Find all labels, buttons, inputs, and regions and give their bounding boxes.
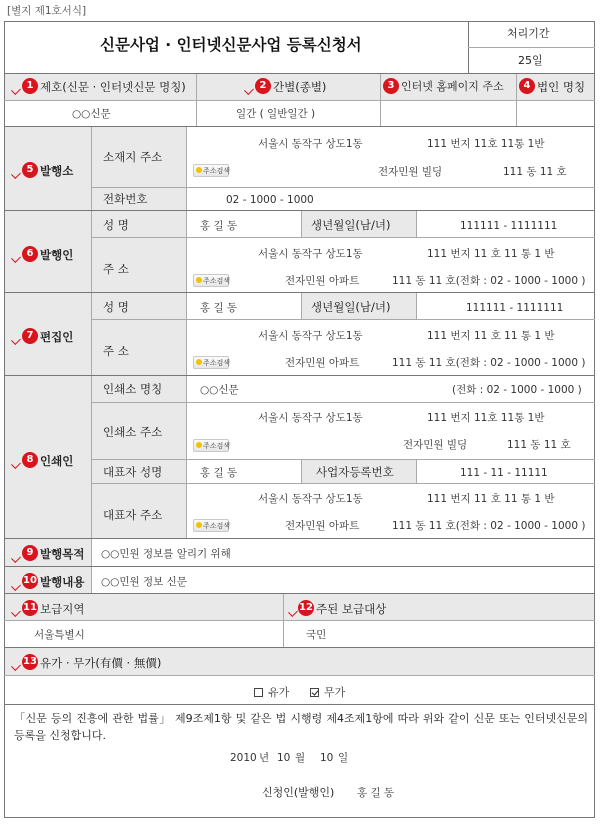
printer-section-label: 인쇄인 <box>40 454 74 468</box>
editor-address-line2-numbers: 111 동 11 호(전화 : 02 - 1000 - 1000 ) <box>392 357 586 369</box>
print-shop-address-line2: 전자민원 빌딩 <box>403 439 468 451</box>
publisher-birth-label: 생년월일(남/녀) <box>311 218 391 232</box>
print-shop-address-line1: 서울시 동작구 상도1동 <box>258 412 363 424</box>
processing-period-value: 25일 <box>518 54 543 67</box>
representative-address-line2: 전자민원 아파트 <box>285 520 360 532</box>
publisher-birth-value: 111111 - 1111111 <box>460 220 558 232</box>
item-1-marker: 1 <box>22 78 38 94</box>
print-shop-address-label: 인쇄소 주소 <box>103 425 163 439</box>
item-7-marker: 7 <box>22 328 38 344</box>
purpose-label: 발행목적 <box>40 547 85 561</box>
item-3-marker: 3 <box>383 78 399 94</box>
date-day: 10 <box>320 752 334 764</box>
publisher-address-search-button[interactable]: 주소검색 <box>193 274 229 287</box>
office-phone-value: 02 - 1000 - 1000 <box>226 194 314 206</box>
date-month-unit: 월 <box>295 752 306 764</box>
office-address-line2: 전자민원 빌딩 <box>378 166 443 178</box>
business-reg-no-value: 111 - 11 - 11111 <box>460 467 548 479</box>
editor-address-line2: 전자민원 아파트 <box>285 357 360 369</box>
office-address-line1: 서울시 동작구 상도1동 <box>258 138 363 150</box>
item-9-marker: 9 <box>22 545 38 561</box>
editor-name-value: 홍 길 동 <box>200 302 238 314</box>
editor-section-label: 편집인 <box>40 330 74 344</box>
form-title: 신문사업 · 인터넷신문사업 등록신청서 <box>100 36 362 54</box>
item-4-marker: 4 <box>519 78 535 94</box>
editor-address-search-button[interactable]: 주소검색 <box>193 356 229 369</box>
editor-name-label: 성 명 <box>103 300 129 314</box>
representative-address-search-button[interactable]: 주소검색 <box>193 519 229 532</box>
paid-free-label: 유가 · 무가(有價 · 無價) <box>40 656 162 670</box>
representative-name-label: 대표자 성명 <box>103 465 163 479</box>
item-6-marker: 6 <box>22 246 38 262</box>
publisher-section-label: 발행인 <box>40 248 74 262</box>
free-checkbox[interactable] <box>310 688 319 697</box>
print-shop-name-value: ○○신문 <box>200 384 239 396</box>
publication-type-label: 간별(종별) <box>273 80 327 94</box>
content-value: ○○민원 정보 신문 <box>101 576 187 588</box>
processing-divider <box>468 47 595 48</box>
editor-birth-value: 111111 - 1111111 <box>466 302 564 314</box>
print-shop-address-line1-numbers: 111 번지 11호 11통 1반 <box>427 412 545 424</box>
item-11-marker: 11 <box>22 600 38 616</box>
publication-type-value: 일간 ( 일반일간 ) <box>236 108 316 120</box>
office-address-line2-numbers: 111 동 11 호 <box>503 166 567 178</box>
office-address-search-button[interactable]: 주소검색 <box>193 164 229 177</box>
publisher-address-line1-numbers: 111 번지 11 호 11 통 1 반 <box>427 248 555 260</box>
representative-name-value: 홍 길 동 <box>200 467 238 479</box>
paid-option-label: 유가 <box>268 686 290 699</box>
target-value: 국민 <box>306 629 327 641</box>
office-section-label: 발행소 <box>40 164 74 178</box>
item-13-marker: 13 <box>22 654 38 670</box>
item-8-marker: 8 <box>22 452 38 468</box>
date-month: 10 <box>277 752 291 764</box>
publisher-address-label: 주 소 <box>103 262 129 276</box>
form-number-tag: [별지 제1호서식] <box>4 3 89 22</box>
print-shop-address-line2-numbers: 111 동 11 호 <box>507 439 571 451</box>
editor-address-line1-numbers: 111 번지 11 호 11 통 1 반 <box>427 330 555 342</box>
representative-address-line2-numbers: 111 동 11 호(전화 : 02 - 1000 - 1000 ) <box>392 520 586 532</box>
print-shop-phone: (전화 : 02 - 1000 - 1000 ) <box>452 384 582 396</box>
publisher-address-line1: 서울시 동작구 상도1동 <box>258 248 363 260</box>
item-12-marker: 12 <box>298 600 314 616</box>
region-value: 서울특별시 <box>34 629 85 641</box>
corporation-name-label: 법인 명칭 <box>537 80 586 94</box>
applicant-name: 홍 길 동 <box>357 787 395 799</box>
office-address-line1-numbers: 111 번지 11호 11통 1반 <box>427 138 545 150</box>
publisher-name-label: 성 명 <box>103 218 129 232</box>
region-label: 보급지역 <box>40 602 85 616</box>
publisher-name-value: 홍 길 동 <box>200 220 238 232</box>
date-year: 2010 <box>230 752 257 764</box>
editor-birth-label: 생년월일(남/녀) <box>311 300 391 314</box>
content-label: 발행내용 <box>40 575 85 589</box>
processing-period-label: 처리기간 <box>507 27 550 40</box>
editor-address-label: 주 소 <box>103 344 129 358</box>
purpose-value: ○○민원 정보를 알리기 위해 <box>101 548 231 560</box>
paid-checkbox[interactable] <box>254 688 263 697</box>
date-year-unit: 년 <box>259 752 270 764</box>
business-reg-no-label: 사업자등록번호 <box>316 465 394 479</box>
item-5-marker: 5 <box>22 162 38 178</box>
print-shop-name-label: 인쇄소 명칭 <box>103 382 163 396</box>
item-10-marker: 10 <box>22 573 38 589</box>
homepage-address-label: 인터넷 홈페이지 주소 <box>401 80 504 93</box>
representative-address-line1-numbers: 111 번지 11 호 11 통 1 반 <box>427 493 555 505</box>
newspaper-name-label: 제호(신문 · 인터넷신문 명칭) <box>40 80 186 94</box>
print-shop-address-search-button[interactable]: 주소검색 <box>193 439 229 452</box>
free-option-label: 무가 <box>324 686 346 699</box>
publisher-address-line2: 전자민원 아파트 <box>285 275 360 287</box>
target-label: 주된 보급대상 <box>316 602 387 616</box>
item-2-marker: 2 <box>255 78 271 94</box>
declaration-text: 「신문 등의 진흥에 관한 법률」 제9조제1항 및 같은 법 시행령 제4조제1항에 따라 위와 같이 신문 또는 인터넷신문의 등록을 신청합니다. <box>14 712 588 742</box>
applicant-label: 신청인(발행인) <box>262 786 335 799</box>
editor-address-line1: 서울시 동작구 상도1동 <box>258 330 363 342</box>
office-phone-label: 전화번호 <box>103 192 148 206</box>
publisher-address-line2-numbers: 111 동 11 호(전화 : 02 - 1000 - 1000 ) <box>392 275 586 287</box>
newspaper-name-value: ○○신문 <box>72 108 111 120</box>
office-address-label: 소재지 주소 <box>103 150 163 164</box>
date-day-unit: 일 <box>338 752 349 764</box>
representative-address-line1: 서울시 동작구 상도1동 <box>258 493 363 505</box>
representative-address-label: 대표자 주소 <box>103 508 163 522</box>
